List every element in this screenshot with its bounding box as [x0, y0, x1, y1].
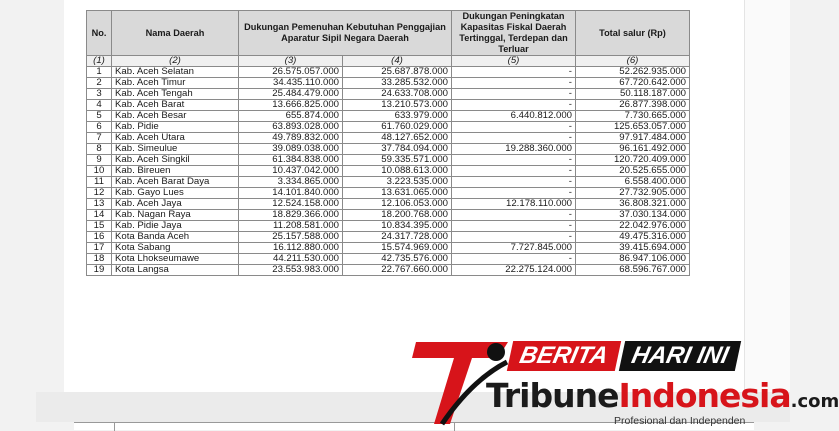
row-number: 11: [87, 177, 112, 188]
brand-wordmark: [486, 378, 839, 420]
row-value-col5: 12.178.110.000: [452, 199, 576, 210]
row-value-col4: 18.200.768.000: [343, 210, 452, 221]
table-row: [87, 155, 690, 166]
banner-right-label: HARI INI: [618, 341, 740, 371]
table-header-row: [87, 11, 690, 56]
row-value-col5: -: [452, 232, 576, 243]
row-value-col3: 16.112.880.000: [239, 243, 343, 254]
row-region-name: Kab. Aceh Barat: [112, 100, 239, 111]
row-total: 52.262.935.000: [576, 67, 690, 78]
row-value-col5: -: [452, 177, 576, 188]
row-value-col5: -: [452, 100, 576, 111]
row-total: 39.415.694.000: [576, 243, 690, 254]
row-value-col5: -: [452, 221, 576, 232]
row-region-name: Kab. Aceh Barat Daya: [112, 177, 239, 188]
table-row: [87, 100, 690, 111]
table-row: [87, 122, 690, 133]
row-number: 1: [87, 67, 112, 78]
row-total: 7.730.665.000: [576, 111, 690, 122]
row-total: 96.161.492.000: [576, 144, 690, 155]
row-total: 125.653.057.000: [576, 122, 690, 133]
page-margin: [744, 0, 790, 392]
row-value-col4: 42.735.576.000: [343, 254, 452, 265]
table-row: [87, 188, 690, 199]
row-number: 18: [87, 254, 112, 265]
row-value-col3: 10.437.042.000: [239, 166, 343, 177]
row-region-name: Kab. Aceh Tengah: [112, 89, 239, 100]
row-number: 15: [87, 221, 112, 232]
row-region-name: Kab. Pidie Jaya: [112, 221, 239, 232]
brand-tagline: Profesional dan Independen: [614, 415, 746, 427]
row-total: 97.917.484.000: [576, 133, 690, 144]
row-value-col3: 26.575.057.000: [239, 67, 343, 78]
table-row: [87, 177, 690, 188]
row-total: 20.525.655.000: [576, 166, 690, 177]
row-total: 22.042.976.000: [576, 221, 690, 232]
row-total: 27.732.905.000: [576, 188, 690, 199]
row-total: 37.030.134.000: [576, 210, 690, 221]
row-number: 6: [87, 122, 112, 133]
row-region-name: Kab. Aceh Jaya: [112, 199, 239, 210]
row-value-col3: 23.553.983.000: [239, 265, 343, 276]
table-row: [87, 89, 690, 100]
row-value-col3: 25.157.588.000: [239, 232, 343, 243]
header-nama-daerah: Nama Daerah: [112, 11, 239, 56]
row-number: 14: [87, 210, 112, 221]
index-cell: (6): [576, 56, 690, 67]
row-value-col5: 22.275.124.000: [452, 265, 576, 276]
brand-part-indonesia: Indonesia: [618, 376, 791, 415]
row-region-name: Kab. Aceh Utara: [112, 133, 239, 144]
row-value-col5: -: [452, 254, 576, 265]
row-value-col3: 12.524.158.000: [239, 199, 343, 210]
table-row: [87, 232, 690, 243]
table-row: [87, 265, 690, 276]
index-cell: (1): [87, 56, 112, 67]
index-cell: (2): [112, 56, 239, 67]
row-value-col5: -: [452, 67, 576, 78]
row-number: 19: [87, 265, 112, 276]
row-value-col5: 19.288.360.000: [452, 144, 576, 155]
brand-part-tribune: Tribune: [486, 376, 619, 415]
header-dukungan-fiskal: Dukungan Peningkatan Kapasitas Fiskal Daerah Tertinggal, Terdepan dan Terluar: [452, 11, 576, 56]
row-region-name: Kab. Nagan Raya: [112, 210, 239, 221]
table-row: [87, 144, 690, 155]
row-region-name: Kota Lhokseumawe: [112, 254, 239, 265]
row-value-col4: 22.767.660.000: [343, 265, 452, 276]
row-value-col4: 12.106.053.000: [343, 199, 452, 210]
row-value-col4: 24.633.708.000: [343, 89, 452, 100]
row-region-name: Kab. Gayo Lues: [112, 188, 239, 199]
row-value-col5: -: [452, 166, 576, 177]
row-number: 12: [87, 188, 112, 199]
row-region-name: Kab. Aceh Timur: [112, 78, 239, 89]
table-row: [87, 133, 690, 144]
row-region-name: Kab. Aceh Selatan: [112, 67, 239, 78]
row-region-name: Kab. Aceh Singkil: [112, 155, 239, 166]
row-value-col4: 13.631.065.000: [343, 188, 452, 199]
table-row: [87, 111, 690, 122]
row-region-name: Kab. Bireuen: [112, 166, 239, 177]
row-number: 5: [87, 111, 112, 122]
table-row: [87, 221, 690, 232]
table-border-stub: [114, 423, 115, 431]
row-total: 36.808.321.000: [576, 199, 690, 210]
row-value-col4: 10.088.613.000: [343, 166, 452, 177]
row-value-col3: 63.893.028.000: [239, 122, 343, 133]
row-value-col3: 39.089.038.000: [239, 144, 343, 155]
row-number: 3: [87, 89, 112, 100]
header-no: No.: [87, 11, 112, 56]
row-total: 26.877.398.000: [576, 100, 690, 111]
row-region-name: Kota Langsa: [112, 265, 239, 276]
index-cell: (5): [452, 56, 576, 67]
row-total: 67.720.642.000: [576, 78, 690, 89]
row-value-col3: 34.435.110.000: [239, 78, 343, 89]
row-value-col4: 10.834.395.000: [343, 221, 452, 232]
row-value-col4: 61.760.029.000: [343, 122, 452, 133]
row-region-name: Kab. Aceh Besar: [112, 111, 239, 122]
row-value-col5: -: [452, 89, 576, 100]
banner-left-label: BERITA: [507, 341, 621, 371]
row-value-col5: -: [452, 188, 576, 199]
row-number: 17: [87, 243, 112, 254]
row-value-col3: 61.384.838.000: [239, 155, 343, 166]
row-value-col5: -: [452, 122, 576, 133]
index-cell: (4): [343, 56, 452, 67]
row-total: 120.720.409.000: [576, 155, 690, 166]
row-value-col5: -: [452, 133, 576, 144]
header-dukungan-penggajian: Dukungan Pemenuhan Kebutuhan Penggajian Aparatur Sipil Negara Daerah: [239, 11, 452, 56]
row-value-col4: 633.979.000: [343, 111, 452, 122]
row-number: 8: [87, 144, 112, 155]
row-value-col5: 6.440.812.000: [452, 111, 576, 122]
row-value-col3: 18.829.366.000: [239, 210, 343, 221]
row-value-col5: -: [452, 155, 576, 166]
row-value-col5: -: [452, 210, 576, 221]
row-number: 4: [87, 100, 112, 111]
row-value-col3: 14.101.840.000: [239, 188, 343, 199]
header-total-salur: Total salur (Rp): [576, 11, 690, 56]
row-number: 7: [87, 133, 112, 144]
row-number: 9: [87, 155, 112, 166]
row-value-col3: 49.789.832.000: [239, 133, 343, 144]
row-total: 49.475.316.000: [576, 232, 690, 243]
table-row: [87, 210, 690, 221]
row-region-name: Kota Sabang: [112, 243, 239, 254]
row-value-col5: 7.727.845.000: [452, 243, 576, 254]
table-row: [87, 243, 690, 254]
row-region-name: Kab. Pidie: [112, 122, 239, 133]
row-region-name: Kab. Simeulue: [112, 144, 239, 155]
row-value-col3: 13.666.825.000: [239, 100, 343, 111]
row-value-col3: 44.211.530.000: [239, 254, 343, 265]
table-row: [87, 166, 690, 177]
row-value-col4: 15.574.969.000: [343, 243, 452, 254]
brand-suffix: .com: [790, 391, 839, 412]
table-row: [87, 254, 690, 265]
row-total: 50.118.187.000: [576, 89, 690, 100]
index-cell: (3): [239, 56, 343, 67]
row-value-col4: 3.223.535.000: [343, 177, 452, 188]
row-number: 16: [87, 232, 112, 243]
row-value-col4: 13.210.573.000: [343, 100, 452, 111]
row-value-col4: 48.127.652.000: [343, 133, 452, 144]
allocation-table: [86, 10, 690, 276]
row-region-name: Kota Banda Aceh: [112, 232, 239, 243]
row-number: 10: [87, 166, 112, 177]
column-index-row: [87, 56, 690, 67]
row-value-col4: 25.687.878.000: [343, 67, 452, 78]
row-value-col5: -: [452, 78, 576, 89]
row-value-col4: 59.335.571.000: [343, 155, 452, 166]
row-value-col3: 655.874.000: [239, 111, 343, 122]
row-total: 68.596.767.000: [576, 265, 690, 276]
row-value-col3: 3.334.865.000: [239, 177, 343, 188]
row-value-col4: 33.285.532.000: [343, 78, 452, 89]
row-number: 2: [87, 78, 112, 89]
row-value-col4: 37.784.094.000: [343, 144, 452, 155]
table-row: [87, 199, 690, 210]
row-value-col3: 25.484.479.000: [239, 89, 343, 100]
row-total: 86.947.106.000: [576, 254, 690, 265]
table-row: [87, 78, 690, 89]
row-value-col3: 11.208.581.000: [239, 221, 343, 232]
row-value-col4: 24.317.728.000: [343, 232, 452, 243]
table-row: [87, 67, 690, 78]
row-total: 6.558.400.000: [576, 177, 690, 188]
row-number: 13: [87, 199, 112, 210]
